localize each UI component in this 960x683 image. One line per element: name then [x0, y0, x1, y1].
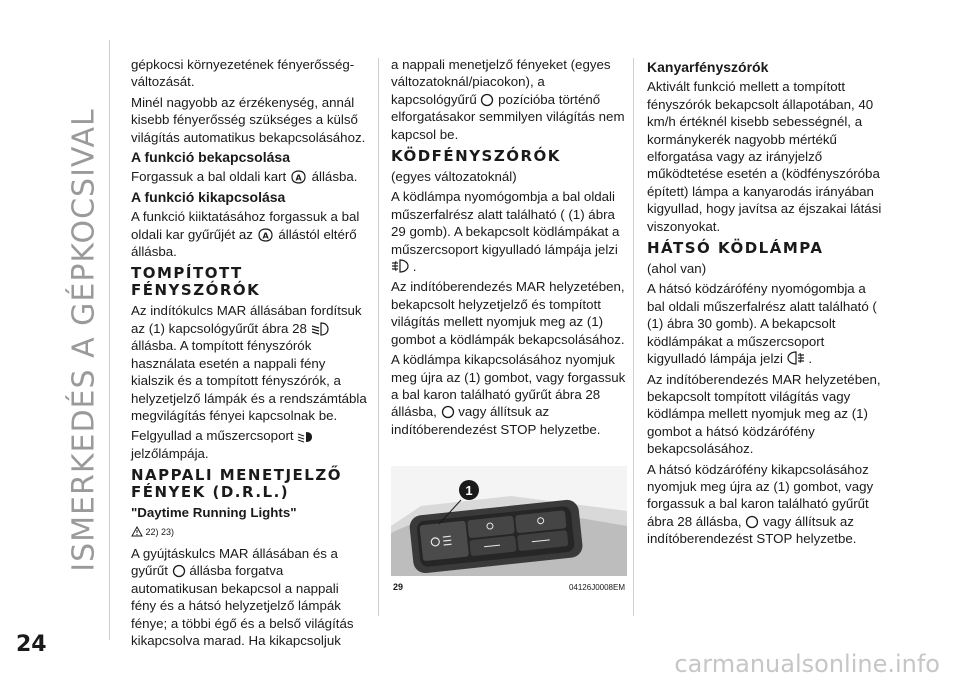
text-column-1 [131, 56, 367, 652]
subheading-function-off: A funkció kikapcsolása [131, 188, 286, 205]
paragraph: a nappali menetjelző fényeket (egyes változatoknál/piacokon), a kapcsológyűrű pozícióba történő elforgatásakor semmilyen világítás nem kapcsol be. [391, 57, 625, 142]
heading-rear-fog: HÁTSÓ KÖDLÁMPA [647, 239, 824, 258]
subheading-cornering-lights: Kanyarfényszórók [647, 59, 769, 75]
paragraph: Az indítókulcs MAR állásában fordítsuk az (1) kapcsológyűrűt ábra 28 állásba. A tompított fényszórók használata esetén a nappali fény kialszik és a tompított fényszórók, a helyzetjelző lámpák és a rendszámtábla megvilágítás fényei kapcsolnak be. [131, 303, 367, 423]
section-title-vertical: ISMERKEDÉS A GÉPKOCSIVAL [66, 108, 102, 572]
subheading-function-on: A funkció bekapcsolása [131, 149, 290, 166]
text-column-2 [391, 56, 627, 593]
figure-number: 29 [393, 582, 404, 593]
paragraph: Az indítóberendezés MAR helyzetében, bekapcsolt helyzetjelző és tompított világítás mellett nyomjuk meg az (1) gombot a ködlámpák bekapcsolásához. [391, 279, 625, 347]
paragraph: A hátsó ködzárófény nyomógombja a bal oldali műszerfalrész alatt található ( (1) ábra 30 gomb). A bekapcsolt ködlámpákat a műszercsoport kigyulladó lámpája jelzi . [647, 281, 877, 367]
paragraph: A hátsó ködzárófény kikapcsolásához nyomjuk meg újra az (1) gombot, vagy forgassuk a bal karon található gyűrűt ábra 28 állásba, vagy állítsuk az indítóberendezést STOP helyzetbe. [647, 461, 874, 547]
paragraph: A gyújtáskulcs MAR állásában és a gyűrűt állásba forgatva automatikusan bekapcsol a nappali fény és a hátsó helyzetjelző lámpák fénye; a többi égő és a belső világítás kikapcsolva marad. Ha kikapcsoljuk [131, 545, 354, 648]
paragraph: A funkció kiiktatásához forgassuk a bal oldali kar gyűrűjét az A állástól eltérő állásba. [131, 209, 360, 260]
paragraph: (ahol van) [647, 261, 707, 277]
dipped-beam-icon [311, 322, 329, 336]
watermark: carmanualsonline.info [674, 650, 940, 678]
paragraph: Forgassuk a bal oldali kart A állásba. [131, 169, 358, 185]
column-divider [633, 58, 634, 616]
off-position-icon [172, 564, 186, 578]
column-divider [378, 58, 379, 616]
page-number: 24 [16, 632, 47, 657]
callout-label: 1 [465, 483, 473, 499]
sidebar-divider [109, 40, 110, 640]
warning-references: 22) 23) [131, 524, 367, 541]
paragraph: Az indítóberendezés MAR helyzetében, bekapcsolt tompított világítás vagy ködlámpa mellett nyomjuk meg az (1) gombot a hátsó ködzárófény bekapcsolásához. [647, 371, 881, 457]
off-position-icon [441, 405, 455, 419]
svg-text:A: A [262, 231, 269, 241]
figure-caption [391, 579, 627, 593]
paragraph: A ködlámpa nyomógombja a bal oldali műszerfalrész alatt található ( (1) ábra 29 gomb). A bekapcsolt ködlámpákat a műszercsoport kigyulladó lámpája jelzi . [391, 189, 620, 275]
heading-fog-lights: KÖDFÉNYSZÓRÓK [391, 147, 561, 166]
rear-fog-light-icon [787, 350, 805, 366]
fog-switch-figure [391, 466, 627, 576]
auto-headlight-icon [257, 228, 275, 242]
text-column-3 [647, 56, 883, 551]
front-fog-light-icon [391, 258, 409, 274]
paragraph: Felgyullad a műszercsoport jelzőlámpája. [131, 427, 367, 462]
paragraph: gépkocsi környezetének fényerősség-változását. [131, 57, 355, 90]
heading-drl: NAPPALI MENETJELZŐ FÉNYEK (D.R.L.) [131, 466, 342, 502]
off-position-icon [745, 515, 759, 529]
warning-triangle-icon [131, 526, 143, 537]
figure-code: 04126J0008EM [568, 583, 625, 593]
paragraph: Minél nagyobb az érzékenység, annál kisebb fényerősség szükséges a külső világítás automatikus bekapcsolásához. [131, 94, 366, 145]
paragraph: Aktivált funkció mellett a tompított fényszórók bekapcsolt állapotában, 40 km/h értéknél kisebb sebességnél, a kormánykerék nagyobb mértékű elforgatása vagy az irányjelző működtetése esetén a (ködfényszóróba épített) lámpa a kanyarodás irányában kigyullad, hogy javítsa az éjszakai látási viszonyokat. [647, 79, 882, 234]
paragraph: (egyes változatoknál) [391, 169, 517, 185]
subheading-drl: "Daytime Running Lights" [131, 505, 297, 521]
auto-headlight-icon [290, 170, 308, 184]
dipped-beam-warning-icon [297, 431, 313, 443]
switch-panel-illustration [391, 466, 627, 576]
off-position-icon [480, 93, 494, 107]
paragraph: A ködlámpa kikapcsolásához nyomjuk meg újra az (1) gombot, vagy forgassuk a bal karon található gyűrűt ábra 28 állásba, vagy állítsuk az indítóberendezést STOP helyzetbe. [391, 352, 626, 437]
heading-dipped-beam: TOMPÍTOTT FÉNYSZÓRÓK [131, 264, 261, 300]
svg-text:A: A [295, 173, 302, 183]
